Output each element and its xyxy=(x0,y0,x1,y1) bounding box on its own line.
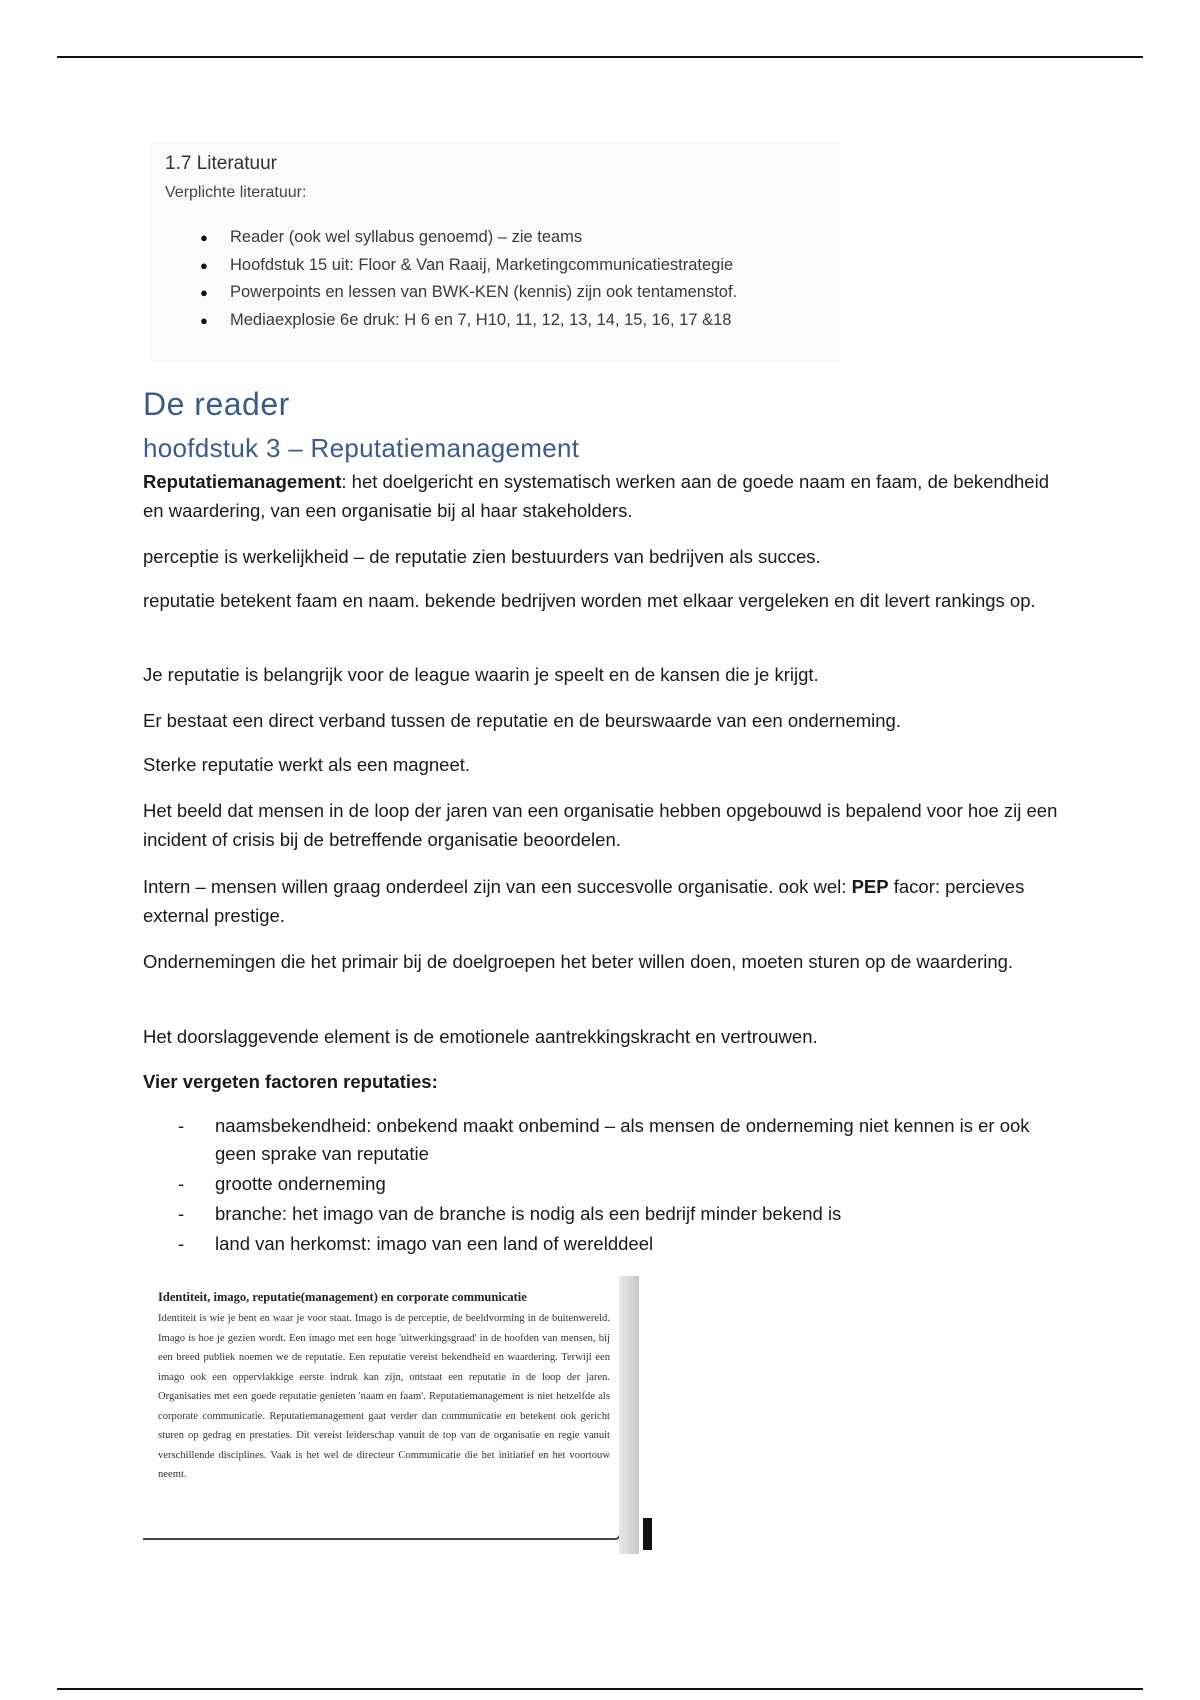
top-rule xyxy=(57,56,1143,58)
literature-subheading: Verplichte literatuur: xyxy=(165,184,307,201)
paragraph: Er bestaat een direct verband tussen de reputatie en de beurswaarde van een onderneming. xyxy=(143,710,901,731)
list-item: - land van herkomst: imago van een land of werelddeel xyxy=(178,1230,1068,1258)
list-item: ● Mediaexplosie 6e druk: H 6 en 7, H10, 11, 12, 13, 14, 15, 16, 17 &18 xyxy=(200,307,737,335)
chapter-title: hoofdstuk 3 – Reputatiemanagement xyxy=(143,433,580,463)
scanned-excerpt xyxy=(143,1276,623,1538)
dash-icon: - xyxy=(178,1203,185,1224)
paragraph: Je reputatie is belangrijk voor de league waarin je speelt en de kansen die je krijgt. xyxy=(143,664,819,685)
literature-heading: 1.7 Literatuur xyxy=(165,153,277,174)
list-item: - grootte onderneming xyxy=(178,1170,1068,1198)
factors-list xyxy=(178,1112,1068,1260)
literature-list xyxy=(200,224,737,334)
section-title: De reader xyxy=(143,386,290,422)
paragraph: Het doorslaggevende element is de emotionele aantrekkingskracht en vertrouwen. xyxy=(143,1026,818,1047)
paragraph: Ondernemingen die het primair bij de doelgroepen het beter willen doen, moeten sturen op de waardering. xyxy=(143,951,1014,972)
bullet-icon: ● xyxy=(200,312,208,328)
dash-icon: - xyxy=(178,1115,185,1136)
dash-icon: - xyxy=(178,1233,185,1254)
paragraph: perceptie is werkelijkheid – de reputatie zien bestuurders van bedrijven als succes. xyxy=(143,546,821,567)
paragraph: Sterke reputatie werkt als een magneet. xyxy=(143,754,471,775)
bullet-icon: ● xyxy=(200,257,208,273)
paragraph: reputatie betekent faam en naam. bekende bedrijven worden met elkaar vergeleken en dit levert rankings op. xyxy=(143,590,1036,611)
paragraph-definition: Reputatiemanagement: het doelgericht en systematisch werken aan de goede naam en faam, de bekendheid en waardering, van een organisatie bij al haar stakeholders. xyxy=(143,471,1049,521)
excerpt-text: Identiteit is wie je bent en waar je voor staat. Imago is de perceptie, de beeldvorming in de buitenwereld. Imago is hoe je gezien wordt. Een imago met een hoge 'uitwerkingsgraad' in de hoofden van mensen, bij een breed publiek noemen we de reputatie. Een reputatie vereist bekendheid en waardering. Terwijl een imago ook een oppervlakkige eerste indruk kan zijn, ontstaat een reputatie in de loop der jaren. Organisaties met een goede reputatie genieten 'naam en faam'. Reputatiemanagement is niet hetzelfde als corporate communicatie. Reputatiemanagement gaat verder dan communicatie en betekent ook gericht sturen op gedrag en prestaties. Dit vereist leiderschap vanuit de top van de organisatie en regie vanuit verschillende disciplines. Vaak is het wel de directeur Communicatie die het initiatief en het voortouw neemt. xyxy=(158,1313,610,1480)
list-item: ● Powerpoints en lessen van BWK-KEN (kennis) zijn ook tentamenstof. xyxy=(200,279,737,307)
paragraph: Het beeld dat mensen in de loop der jaren van een organisatie hebben opgebouwd is bepalend voor hoe zij een incident of crisis bij de betreffende organisatie beoordelen. xyxy=(143,800,1058,850)
dash-icon: - xyxy=(178,1173,185,1194)
list-item: - naamsbekendheid: onbekend maakt onbemind – als mensen de onderneming niet kennen is er ook geen sprake van reputatie xyxy=(178,1112,1068,1168)
bottom-rule xyxy=(57,1688,1143,1690)
list-item: ● Hoofdstuk 15 uit: Floor & Van Raaij, Marketingcommunicatiestrategie xyxy=(200,252,737,280)
bullet-icon: ● xyxy=(200,285,208,300)
factors-heading: Vier vergeten factoren reputaties: xyxy=(143,1071,438,1092)
paragraph-pep: Intern – mensen willen graag onderdeel zijn van een succesvolle organisatie. ook wel: PEP facor: percieves external prestige. xyxy=(143,876,1025,926)
bullet-icon: ● xyxy=(200,230,208,245)
excerpt-title: Identiteit, imago, reputatie(management) en corporate communicatie xyxy=(158,1290,527,1304)
list-item: ● Reader (ook wel syllabus genoemd) – zie teams xyxy=(200,224,737,252)
scan-spine xyxy=(619,1276,639,1554)
scan-mark xyxy=(643,1518,652,1550)
list-item: - branche: het imago van de branche is nodig als een bedrijf minder bekend is xyxy=(178,1200,1068,1228)
